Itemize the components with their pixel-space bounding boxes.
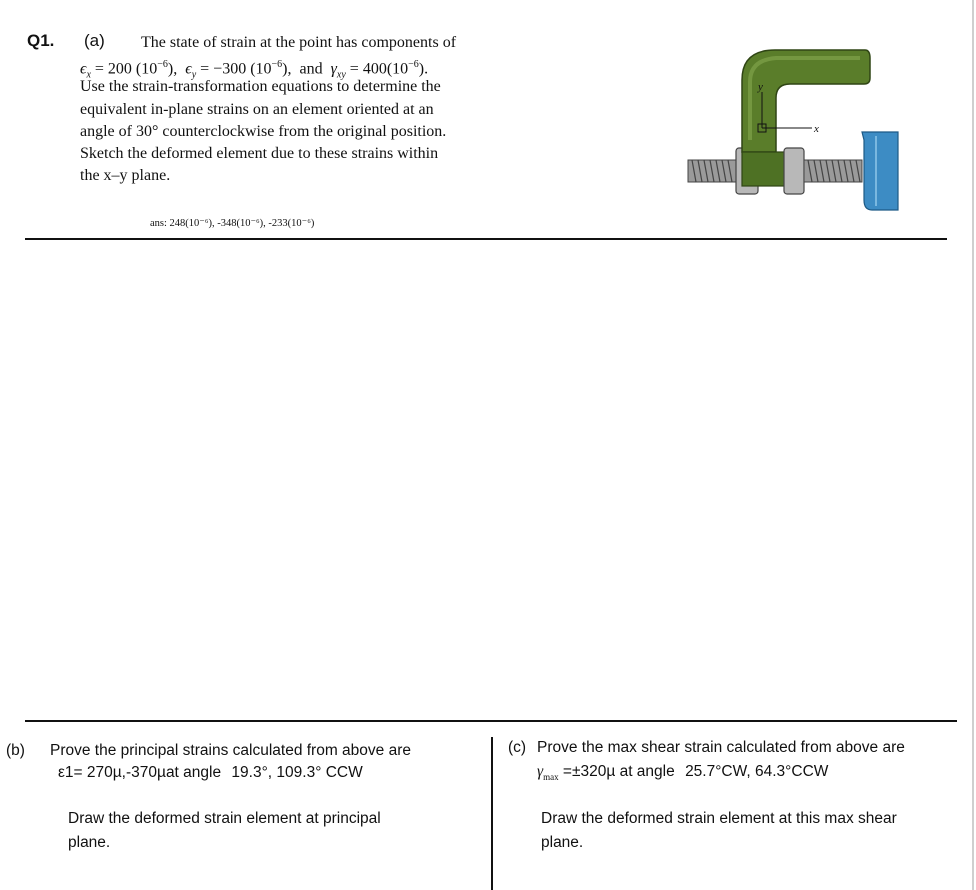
clamp-body xyxy=(742,50,870,152)
question-line-1: The state of strain at the point has components of xyxy=(141,34,457,51)
epsilon-x-sub: x xyxy=(86,69,91,81)
part-c-line-1: Prove the max shear strain calculated from above are xyxy=(537,739,905,756)
gamma-xy-value: = 400(10 xyxy=(349,60,409,78)
part-c-draw-line-1: Draw the deformed strain element at this max shear xyxy=(541,810,897,827)
part-c-label: (c) xyxy=(508,739,527,756)
question-number: Q1. xyxy=(27,31,55,50)
part-b-label: (b) xyxy=(6,742,25,759)
y-axis-label: y xyxy=(758,81,763,93)
and-word: and xyxy=(299,60,323,78)
divider-top xyxy=(25,238,947,240)
gamma-max-value: =±320µ at angle xyxy=(562,763,675,780)
gamma-xy-sub: xy xyxy=(336,69,346,81)
question-line-5: angle of 30° counterclockwise from the original position. xyxy=(80,123,447,140)
blue-jaw xyxy=(862,132,898,210)
part-c-draw-line-2: plane. xyxy=(541,834,584,851)
max-shear-angles: 25.7°CW, 64.3°CCW xyxy=(685,763,829,780)
question-line-3: Use the strain-transformation equations to determine the xyxy=(80,78,441,95)
epsilon-x-end: ), xyxy=(167,60,178,78)
gamma-max-symbol: γ xyxy=(537,763,544,780)
nut-right xyxy=(784,148,804,194)
epsilon-y-sub: y xyxy=(191,69,197,81)
screw-thread-right xyxy=(804,160,862,182)
divider-bottom xyxy=(25,720,957,722)
part-b-draw-line-2: plane. xyxy=(68,834,111,851)
part-b-strains xyxy=(58,764,363,782)
question-line-4: equivalent in-plane strains on an element oriented at an xyxy=(80,101,434,118)
part-a-label: (a) xyxy=(84,31,105,50)
column-divider xyxy=(491,737,493,890)
question-line-7: the x–y plane. xyxy=(80,167,171,184)
gamma-max-sub: max xyxy=(543,772,559,783)
epsilon-x-value: = 200 (10 xyxy=(94,60,158,78)
gamma-xy-end: ). xyxy=(418,60,429,78)
principal-angles: 19.3°, 109.3° CCW xyxy=(231,764,363,781)
epsilon-y-value: = −300 (10 xyxy=(200,60,272,78)
epsilon-y-end: ), xyxy=(282,60,292,78)
part-c-shear xyxy=(537,763,828,782)
question-line-6: Sketch the deformed element due to these strains within xyxy=(80,145,439,162)
part-b-line-1: Prove the principal strains calculated from above are xyxy=(50,742,411,759)
principal-strain-values: ε1= 270µ,-370µat angle xyxy=(58,764,222,781)
gamma-xy-exp: −6 xyxy=(408,59,419,70)
clamp-figure xyxy=(680,40,910,215)
part-b-draw-line-1: Draw the deformed strain element at principal xyxy=(68,810,381,827)
answer-line: ans: 248(10⁻⁶), -348(10⁻⁶), -233(10⁻⁶) xyxy=(150,218,315,229)
page-edge xyxy=(972,0,974,890)
screw-thread-left xyxy=(688,160,738,182)
gamma-xy-symbol: γ xyxy=(330,60,337,78)
epsilon-y-exp: −6 xyxy=(271,59,283,70)
epsilon-y-symbol: ϵ xyxy=(185,60,192,78)
epsilon-x-symbol: ϵ xyxy=(80,60,87,78)
epsilon-x-exp: −6 xyxy=(157,59,168,70)
x-axis-label: x xyxy=(814,123,819,135)
